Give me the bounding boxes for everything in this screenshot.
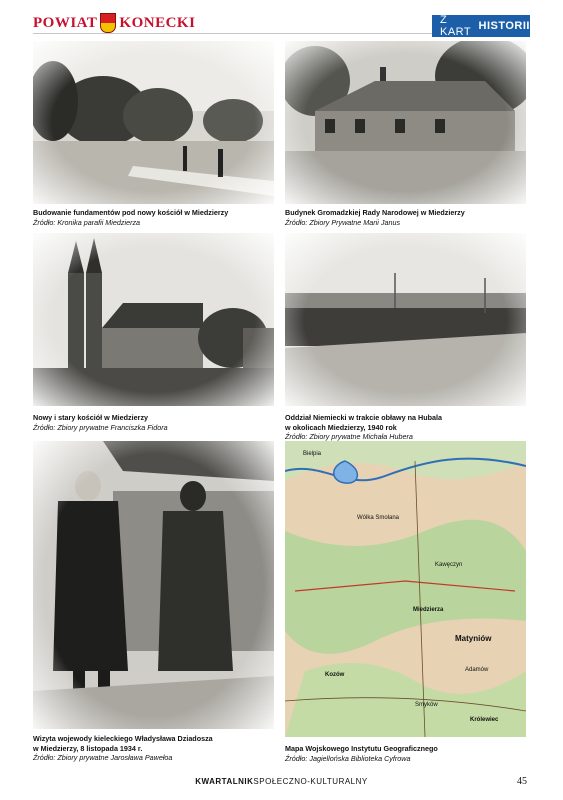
footer-title <box>0 777 563 786</box>
logo-text-left: POWIAT <box>33 14 98 31</box>
caption-title: Mapa Wojskowego Instytutu Geograficznego <box>285 744 438 753</box>
caption-6 <box>285 744 535 763</box>
header-divider <box>33 33 451 34</box>
photo-voivode-visit <box>33 441 274 729</box>
section-bold: HISTORII <box>478 20 530 32</box>
caption-title: Budowanie fundamentów pod nowy kościół w Miedzierzy <box>33 208 229 217</box>
caption-title: Budynek Gromadzkiej Rady Narodowej w Miedzierzy <box>285 208 465 217</box>
map-military-institute <box>285 441 526 737</box>
map-label: Adamów <box>465 667 489 673</box>
caption-title: Oddział Niemiecki w trakcie obławy na Hubala w okolicach Miedzierzy, 1940 rok <box>285 413 442 432</box>
publisher-logo <box>33 12 195 34</box>
section-badge <box>432 15 530 37</box>
caption-5 <box>33 734 283 763</box>
caption-source: Źródło: Zbiory prywatne Jarosława Pawełoa <box>33 753 173 762</box>
photo-new-old-church <box>33 233 274 406</box>
caption-source: Źródło: Jagiellońska Biblioteka Cyfrowa <box>285 753 411 763</box>
photo-church-foundations <box>33 41 274 204</box>
map-label: Miedzierza <box>413 607 444 613</box>
map-label: Kozów <box>325 672 345 678</box>
photo-german-unit <box>285 233 526 406</box>
footer-rest: SPOŁECZNO-KULTURALNY <box>253 777 368 786</box>
caption-title: Wizyta wojewody kieleckiego Władysława Dziadosza w Miedzierzy, 8 listopada 1934 r. <box>33 734 213 753</box>
caption-2 <box>285 208 535 227</box>
map-label: Bielpia <box>303 451 322 457</box>
map-label: Królewiec <box>470 717 499 723</box>
caption-source: Źródło: Zbiory prywatne Michała Hubera <box>285 432 413 441</box>
caption-source: Źródło: Zbiory prywatne Franciszka Fidora <box>33 422 168 432</box>
caption-title: Nowy i stary kościół w Miedzierzy <box>33 413 149 422</box>
map-label: Smyków <box>415 702 438 708</box>
caption-source: Źródło: Zbiory Prywatne Marii Janus <box>285 217 401 227</box>
map-label: Matyniów <box>455 634 492 643</box>
coat-of-arms-icon <box>100 13 116 33</box>
caption-3 <box>33 413 283 432</box>
caption-source: Źródło: Kronika parafii Miedzierza <box>33 217 141 227</box>
photo-council-building <box>285 41 526 204</box>
page-number: 45 <box>517 776 527 787</box>
footer-bold: KWARTALNIK <box>195 777 254 786</box>
map-label: Wólka Smolana <box>357 515 400 521</box>
map-label: Kawęczyn <box>435 562 463 568</box>
logo-text-right: KONECKI <box>119 14 196 31</box>
section-prefix: Z KART <box>440 14 472 38</box>
caption-1 <box>33 208 283 227</box>
caption-4 <box>285 413 535 442</box>
